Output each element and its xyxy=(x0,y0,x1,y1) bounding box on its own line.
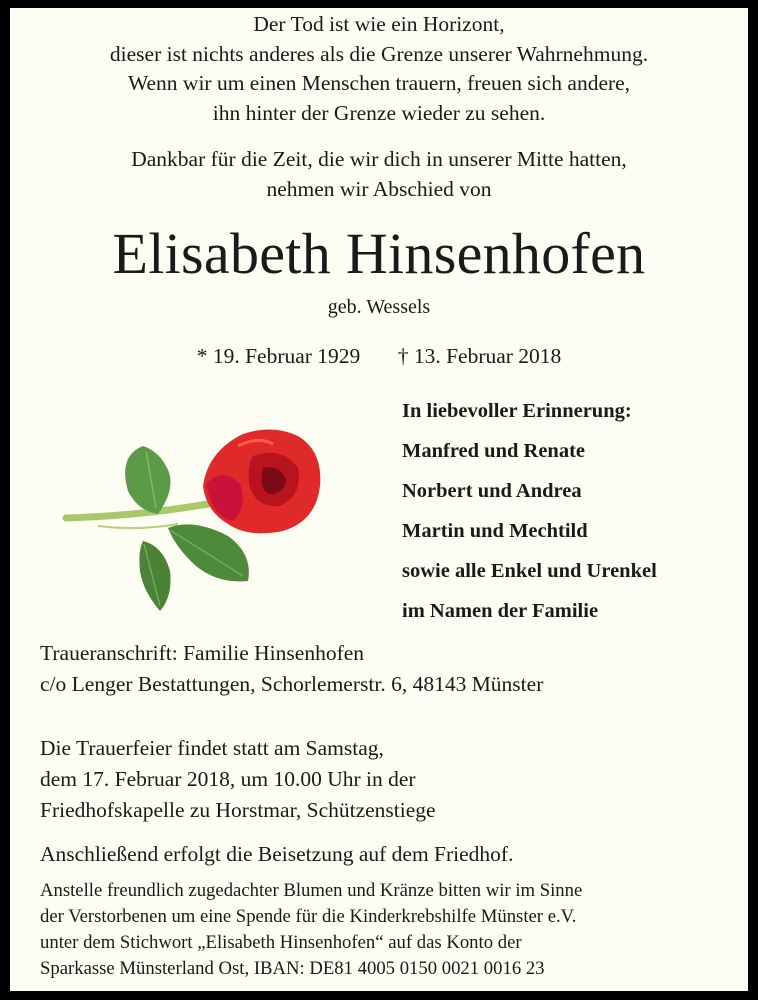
ceremony-line: Friedhofskapelle zu Horstmar, Schützenstiege xyxy=(40,798,436,822)
mourning-address xyxy=(40,638,543,700)
poem-line: Wenn wir um einen Menschen trauern, freuen sich andere, xyxy=(127,71,631,95)
birth-date: * 19. Februar 1929 xyxy=(196,344,361,368)
family-member: sowie alle Enkel und Urenkel xyxy=(402,560,657,582)
donation-line: unter dem Stichwort „Elisabeth Hinsenhofen“ auf das Konto der xyxy=(40,932,522,953)
family-list xyxy=(402,391,657,631)
life-dates xyxy=(10,341,748,371)
donation-line: der Verstorbenen um eine Spende für die Kinderkrebshilfe Münster e.V. xyxy=(40,906,577,927)
donation-line: Sparkasse Münsterland Ost, IBAN: DE81 4005 0150 0021 0016 23 xyxy=(40,958,545,979)
ceremony-line: dem 17. Februar 2018, um 10.00 Uhr in der xyxy=(40,767,416,791)
burial-info: Anschließend erfolgt die Beisetzung auf dem Friedhof. xyxy=(40,842,514,866)
address-line: Traueranschrift: Familie Hinsenhofen xyxy=(40,641,365,665)
deceased-name: Elisabeth Hinsenhofen xyxy=(112,221,646,286)
red-rose-icon xyxy=(58,406,328,611)
family-member: Manfred und Renate xyxy=(402,440,585,462)
thanks-line: nehmen wir Abschied von xyxy=(266,176,492,201)
obituary-notice xyxy=(10,8,748,991)
donation-info xyxy=(40,878,582,982)
death-date: † 13. Februar 2018 xyxy=(397,344,562,368)
ceremony-line: Die Trauerfeier findet statt am Samstag, xyxy=(40,736,384,760)
thanks-text xyxy=(10,145,748,204)
family-heading: In liebevoller Erinnerung: xyxy=(402,400,632,422)
donation-line: Anstelle freundlich zugedachter Blumen und Kränze bitten wir im Sinne xyxy=(40,880,583,901)
poem-line: ihn hinter der Grenze wieder zu sehen. xyxy=(212,100,546,125)
ceremony-info xyxy=(40,733,436,826)
family-member: im Namen der Familie xyxy=(402,600,599,622)
maiden-name: geb. Wessels xyxy=(327,296,431,318)
thanks-line: Dankbar für die Zeit, die wir dich in unserer Mitte hatten, xyxy=(131,147,627,171)
poem-line: dieser ist nichts anderes als die Grenze unserer Wahrnehmung. xyxy=(109,41,649,66)
family-member: Norbert und Andrea xyxy=(402,480,582,502)
poem xyxy=(10,10,748,128)
poem-line: Der Tod ist wie ein Horizont, xyxy=(253,12,505,36)
address-line: c/o Lenger Bestattungen, Schorlemerstr. 6, 48143 Münster xyxy=(40,672,544,696)
family-member: Martin und Mechtild xyxy=(402,520,588,542)
